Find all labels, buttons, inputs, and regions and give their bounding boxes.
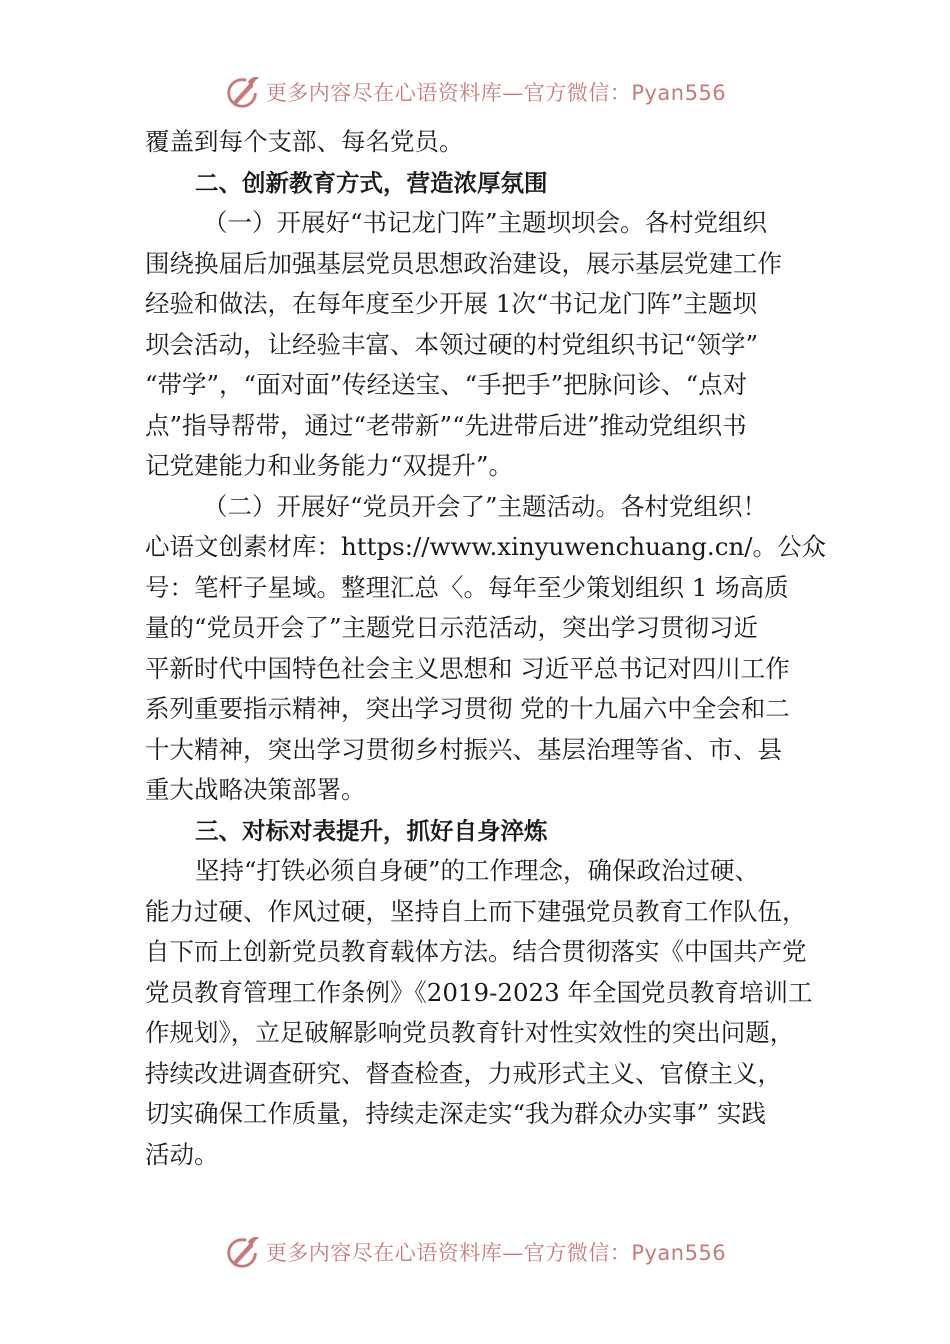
text-line: 心语文创素材库：https://www.xinyuwenchuang.cn/。公众 (145, 532, 826, 561)
text-line: 经验和做法，在每年度至少开展 1次“书记龙门阵”主题坝 (145, 289, 757, 318)
text-line: 十大精神，突出学习贯彻乡村振兴、基层治理等省、市、县 (145, 734, 782, 764)
document-body (145, 122, 825, 1175)
section-heading: 二、创新教育方式，营造浓厚氛围 (195, 168, 548, 197)
text-line: 活动。 (145, 1139, 219, 1169)
text-line: 记党建能力和业务能力“双提升”。 (145, 451, 514, 480)
brush-logo-icon (224, 1233, 262, 1271)
text-line: 坝会活动，让经验丰富、本领过硬的村党组织书记“领学” (145, 329, 759, 359)
watermark-wechat-id: Pyan556 (631, 1241, 727, 1265)
watermark-banner-bottom (0, 1230, 950, 1274)
text-line: 坚持“打铁必须自身硬”的工作理念，确保政治过硬、 (195, 856, 760, 885)
text-line: 点”指导帮带，通过“老带新”“先进带后进”推动党组织书 (145, 410, 747, 440)
text-line: 覆盖到每个支部、每名党员。 (145, 127, 464, 156)
text-line: （二）开展好“党员开会了”主题活动。各村党组织！ (203, 491, 768, 521)
text-line: 作规划》，立足破解影响党员教育针对性实效性的突出问题， (145, 1018, 795, 1047)
brush-logo-icon (224, 73, 262, 111)
text-line: 切实确保工作质量，持续走深走实“我为群众办实事” 实践 (145, 1099, 766, 1128)
text-line: “带学”，“面对面”传经送宝、“手把手”把脉问诊、“点对 (145, 370, 748, 399)
watermark-text: 更多内容尽在心语资料库—官方微信：Pyan556 (265, 1241, 727, 1265)
section-heading: 三、对标对表提升，抓好自身淬炼 (195, 816, 548, 845)
text-line: 重大战略决策部署。 (145, 775, 366, 804)
text-line: 自下而上创新党员教育载体方法。结合贯彻落实《中国共产党 (145, 937, 807, 966)
text-line: 平新时代中国特色社会主义思想和 习近平总书记对四川工作 (145, 653, 790, 683)
watermark-wechat-id: Pyan556 (631, 81, 727, 105)
text-line: 系列重要指示精神，突出学习贯彻 党的十九届六中全会和二 (145, 694, 790, 723)
text-line: 围绕换届后加强基层党员思想政治建设，展示基层党建工作 (145, 248, 782, 278)
text-line: 量的“党员开会了”主题党日示范活动，突出学习贯彻习近 (145, 613, 759, 642)
text-line: 持续改进调查研究、督查检查，力戒形式主义、官僚主义， (145, 1058, 782, 1088)
watermark-text: 更多内容尽在心语资料库—官方微信：Pyan556 (265, 81, 727, 105)
text-line: 号：笔杆子星域。整理汇总〈。每年至少策划组织 1 场高质 (145, 572, 789, 602)
text-line: 党员教育管理工作条例》《2019-2023 年全国党员教育培训工 (145, 977, 813, 1007)
watermark-banner-top (0, 70, 950, 114)
text-line: （一）开展好“书记龙门阵”主题坝坝会。各村党组织 (203, 208, 768, 237)
text-line: 能力过硬、作风过硬，坚持自上而下建强党员教育工作队伍， (145, 896, 807, 926)
